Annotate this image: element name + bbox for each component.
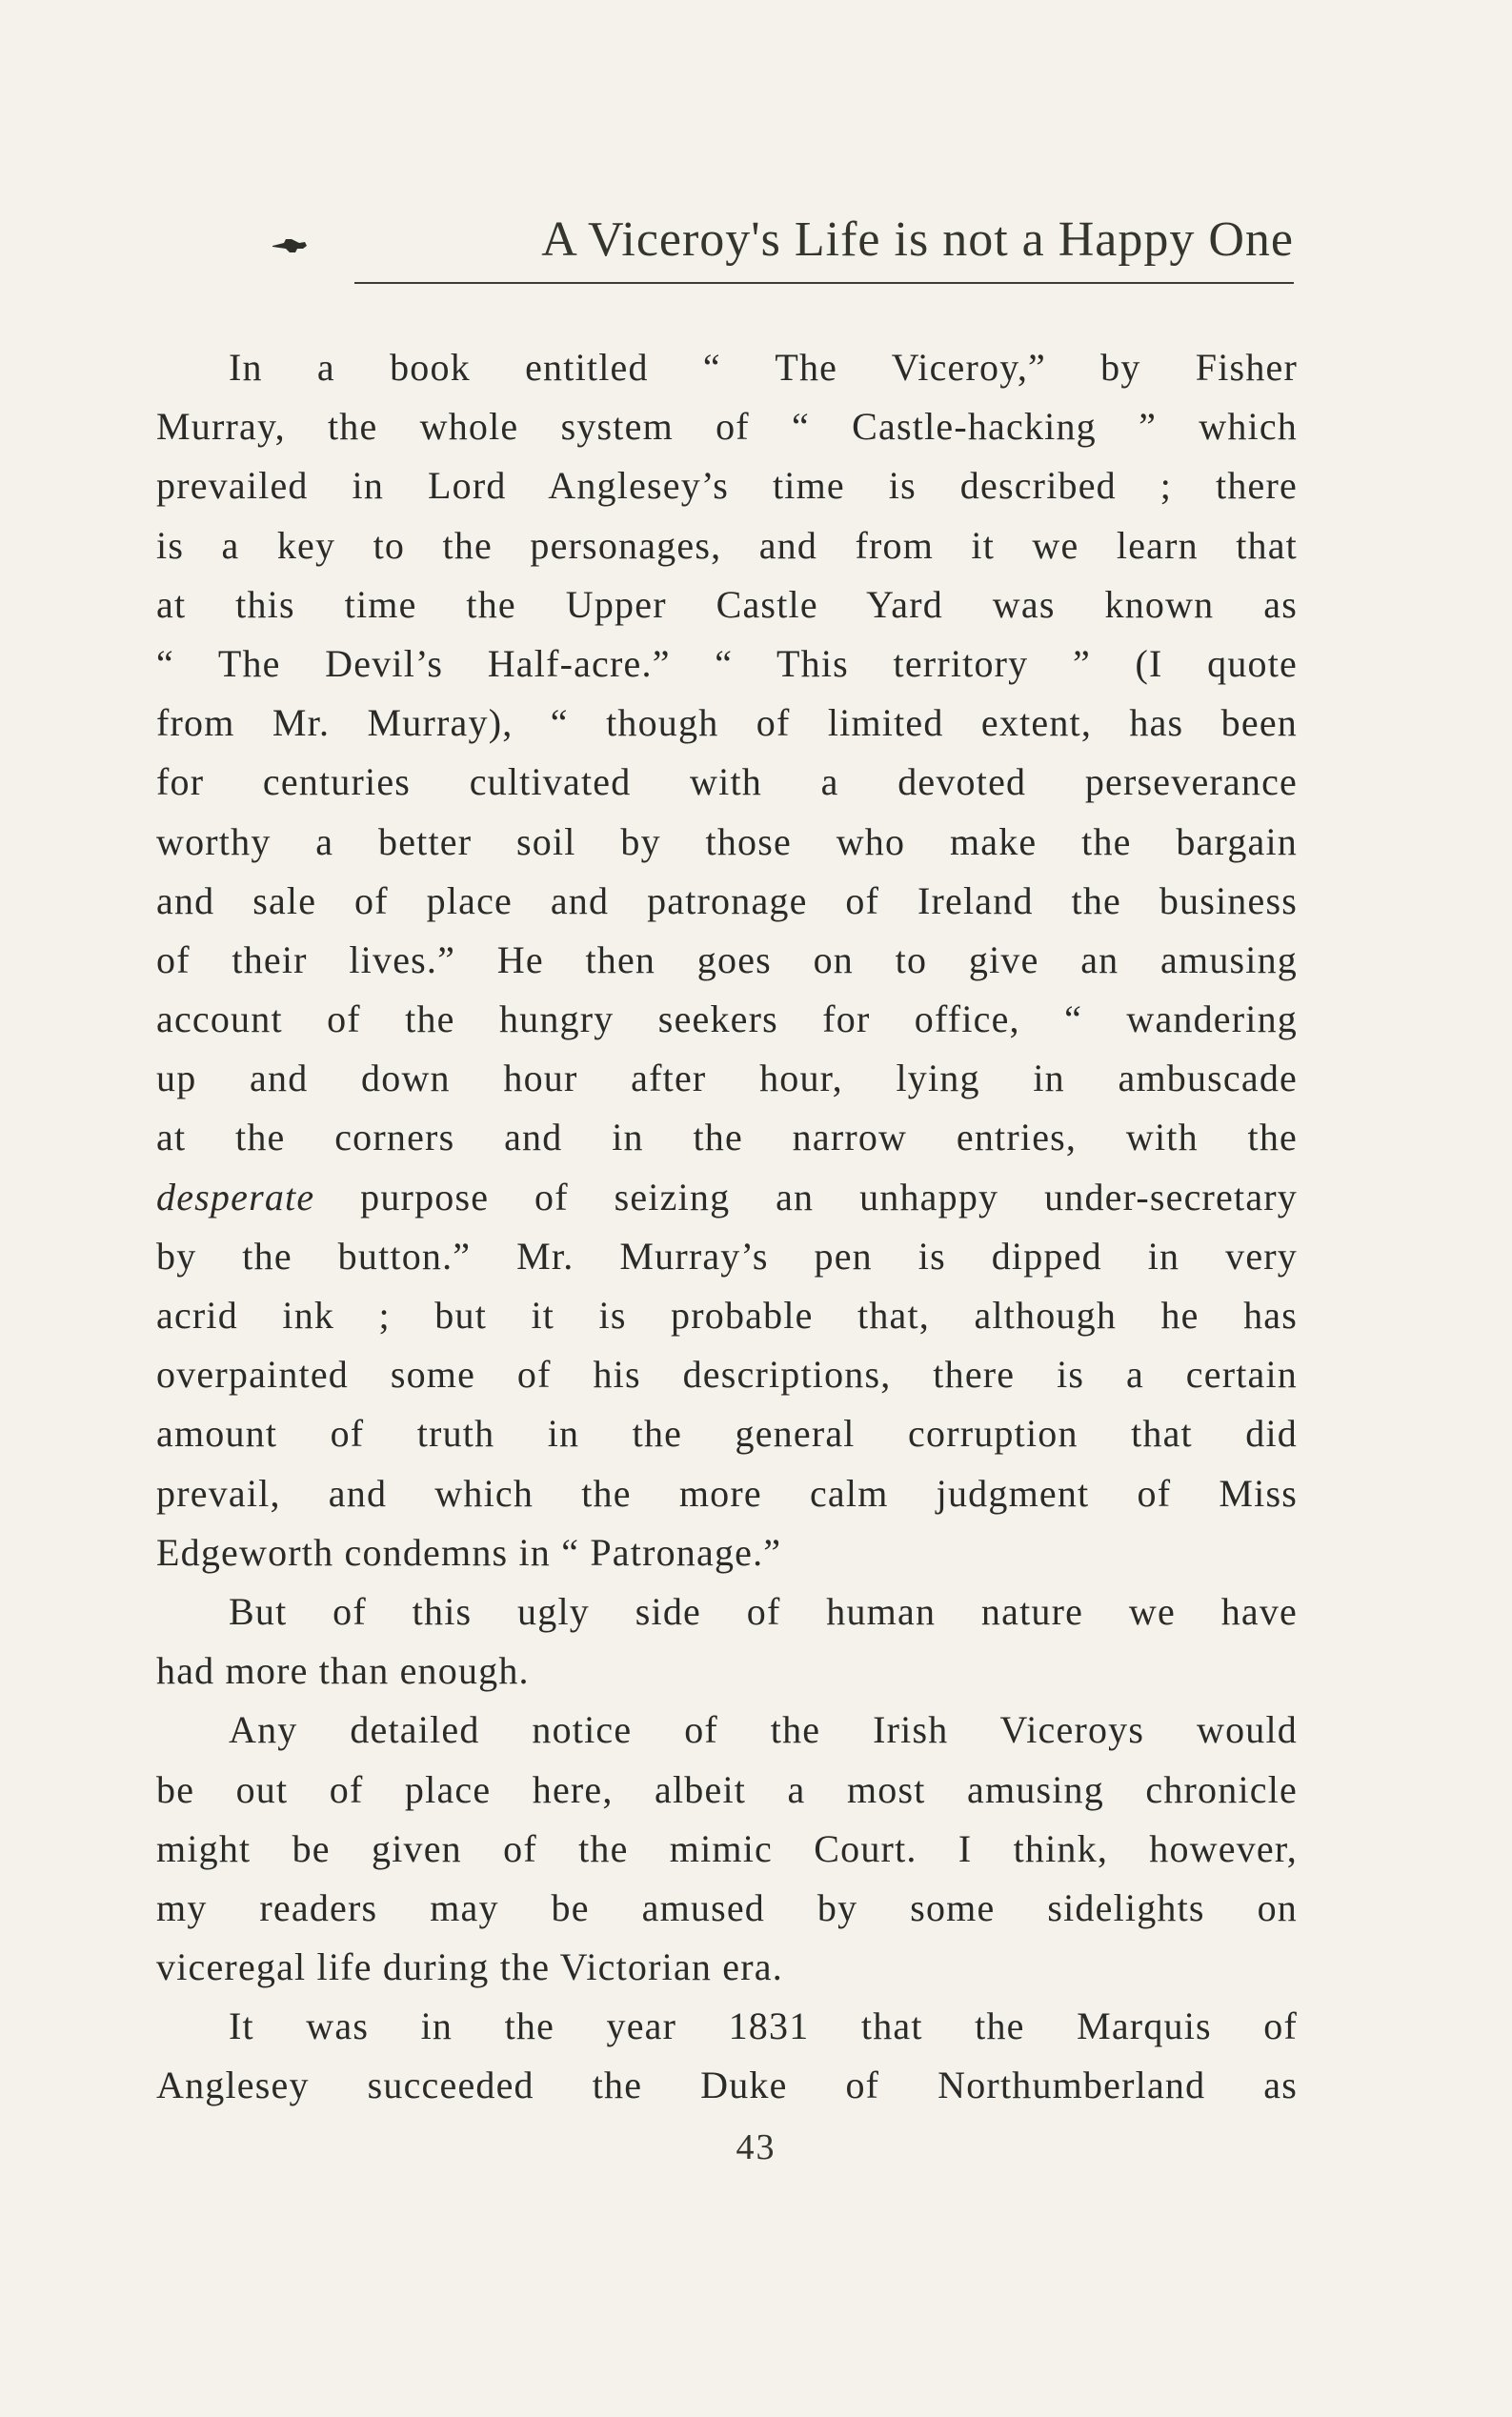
text-line: Edgeworth condemns in “ Patronage.” [156, 1530, 782, 1574]
running-head-title: A Viceroy's Life is not a Happy One [541, 212, 1294, 267]
text-line: overpainted some of his descriptions, there is a certain [156, 1353, 1298, 1397]
text-line: Murray, the whole system of “ Castle-hacking ” which [156, 405, 1298, 449]
running-head [152, 208, 1294, 288]
italic-word: desperate [156, 1175, 315, 1219]
text-line: But of this ugly side of human nature we have [229, 1589, 1298, 1633]
page-number: 43 [736, 2127, 776, 2167]
text-line: at this time the Upper Castle Yard was known as [156, 582, 1298, 626]
text-line: my readers may be amused by some sidelights on [156, 1885, 1298, 1929]
text-line: worthy a better soil by those who make the bargain [156, 819, 1298, 863]
text-line: by the button.” Mr. Murray’s pen is dipped in very [156, 1234, 1298, 1278]
text-line: for centuries cultivated with a devoted perseverance [156, 760, 1298, 804]
text-line: acrid ink ; but it is probable that, although he has [156, 1294, 1298, 1337]
running-head-rule [354, 282, 1294, 284]
text-line: amount of truth in the general corruption that did [156, 1412, 1298, 1456]
text-line: It was in the year 1831 that the Marquis of [229, 2004, 1298, 2048]
text-line: prevail, and which the more calm judgment of Miss [156, 1471, 1298, 1515]
text-line: Anglesey succeeded the Duke of Northumberland as [156, 2064, 1298, 2107]
text-line: account of the hungry seekers for office, “ wandering [156, 997, 1298, 1041]
text-line: In a book entitled “ The Viceroy,” by Fisher [229, 346, 1298, 389]
text-line: Any detailed notice of the Irish Viceroys would [229, 1708, 1298, 1752]
text-line: might be given of the mimic Court. I think, however, [156, 1826, 1298, 1870]
text-line: up and down hour after hour, lying in ambuscade [156, 1057, 1298, 1100]
text-line: and sale of place and patronage of Ireland the business [156, 878, 1298, 922]
text-line: “ The Devil’s Half-acre.” “ This territory ” (I quote [156, 641, 1298, 685]
text-line: from Mr. Murray), “ though of limited extent, has been [156, 701, 1298, 745]
text-line: of their lives.” He then goes on to give an amusing [156, 937, 1298, 981]
body-text [156, 338, 1298, 2116]
text-line: viceregal life during the Victorian era. [156, 1945, 783, 1989]
text-line: prevailed in Lord Anglesey’s time is described ; there [156, 464, 1298, 508]
pointing-hand-icon [271, 234, 309, 255]
text-line: desperate purpose of seizing an unhappy under-secretary [156, 1175, 1298, 1219]
text-line: had more than enough. [156, 1649, 530, 1693]
text-line: is a key to the personages, and from it we learn that [156, 523, 1298, 567]
text-line: at the corners and in the narrow entries, with the [156, 1116, 1298, 1159]
text-line: be out of place here, albeit a most amusing chronicle [156, 1767, 1298, 1811]
